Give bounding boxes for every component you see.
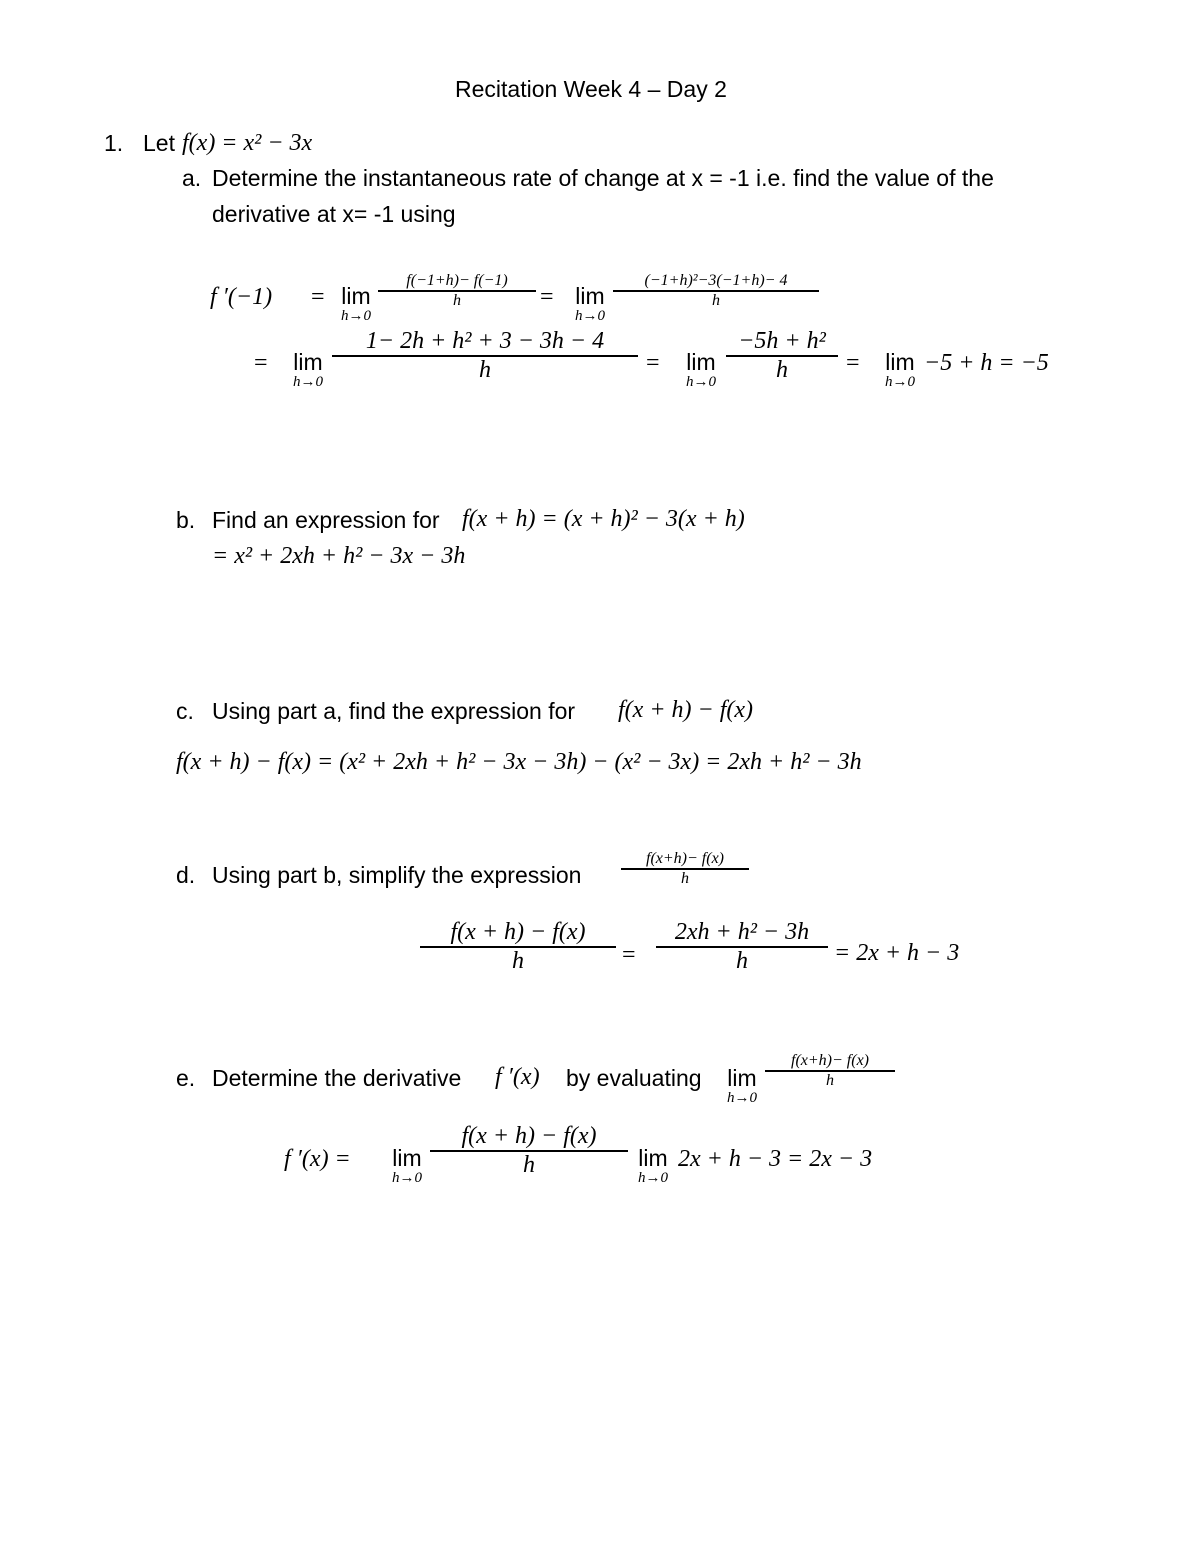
part-b-expansion: = x² + 2xh + h² − 3x − 3h — [212, 543, 466, 569]
limit-operator-1: lim h→0 — [341, 283, 371, 324]
part-a-lhs: f ′(−1) — [210, 284, 273, 310]
fraction-4: −5h + h² h — [726, 328, 838, 384]
part-a-label: a. — [182, 165, 202, 191]
part-c-label: c. — [176, 698, 194, 724]
part-d-small-fraction: f(x+h)− f(x) h — [621, 850, 749, 888]
part-c-expression: f(x + h) − f(x) — [618, 697, 753, 723]
part-e-text2: by evaluating — [566, 1065, 702, 1091]
part-e-small-limit: lim h→0 — [727, 1065, 757, 1106]
part-c-solution: f(x + h) − f(x) = (x² + 2xh + h² − 3x − 3h) − (x² − 3x) = 2xh + h² − 3h — [176, 749, 862, 775]
part-d-text: Using part b, simplify the expression — [212, 862, 582, 888]
part-a-eq2: = — [540, 284, 554, 310]
limit-operator-2: lim h→0 — [575, 283, 605, 324]
part-e-small-fraction: f(x+h)− f(x) h — [765, 1052, 895, 1090]
fraction-1: f(−1+h)− f(−1) h — [378, 272, 536, 310]
part-d-eq: = — [622, 942, 636, 968]
part-c-text: Using part a, find the expression for — [212, 698, 576, 724]
part-e-big-fraction: f(x + h) − f(x) h — [430, 1123, 628, 1179]
limit-operator-5: lim h→0 — [885, 349, 915, 390]
part-d-big-fraction-1: f(x + h) − f(x) h — [420, 919, 616, 975]
part-e-fprime: f ′(x) — [495, 1064, 540, 1090]
part-a-eq1: = — [311, 284, 325, 310]
part-d-result: = 2x + h − 3 — [834, 940, 960, 966]
part-e-lhs: f ′(x) = — [284, 1146, 351, 1172]
part-d-label: d. — [176, 862, 196, 888]
part-e-limit-2: lim h→0 — [638, 1145, 668, 1186]
part-a-eq5: = — [846, 350, 860, 376]
part-a-eq3: = — [254, 350, 268, 376]
part-a-text-line2: derivative at x= -1 using — [212, 201, 456, 227]
page-title: Recitation Week 4 – Day 2 — [455, 76, 727, 102]
fraction-3: 1− 2h + h² + 3 − 3h − 4 h — [332, 328, 638, 384]
limit-operator-3: lim h→0 — [293, 349, 323, 390]
question-number: 1. — [104, 130, 124, 156]
fraction-2: (−1+h)²−3(−1+h)− 4 h — [613, 272, 819, 310]
function-definition: f(x) = x² − 3x — [182, 130, 313, 156]
part-a-text-line1: Determine the instantaneous rate of change at x = -1 i.e. find the value of the — [212, 165, 994, 191]
limit-operator-4: lim h→0 — [686, 349, 716, 390]
part-e-label: e. — [176, 1065, 196, 1091]
part-e-limit-1: lim h→0 — [392, 1145, 422, 1186]
part-a-eq4: = — [646, 350, 660, 376]
part-b-expression: f(x + h) = (x + h)² − 3(x + h) — [462, 506, 745, 532]
part-b-text: Find an expression for — [212, 507, 440, 533]
question-let: Let — [143, 130, 175, 156]
part-a-final: −5 + h = −5 — [924, 350, 1049, 376]
part-e-text1: Determine the derivative — [212, 1065, 462, 1091]
part-b-label: b. — [176, 507, 196, 533]
part-d-big-fraction-2: 2xh + h² − 3h h — [656, 919, 828, 975]
part-e-tail: 2x + h − 3 = 2x − 3 — [678, 1146, 873, 1172]
